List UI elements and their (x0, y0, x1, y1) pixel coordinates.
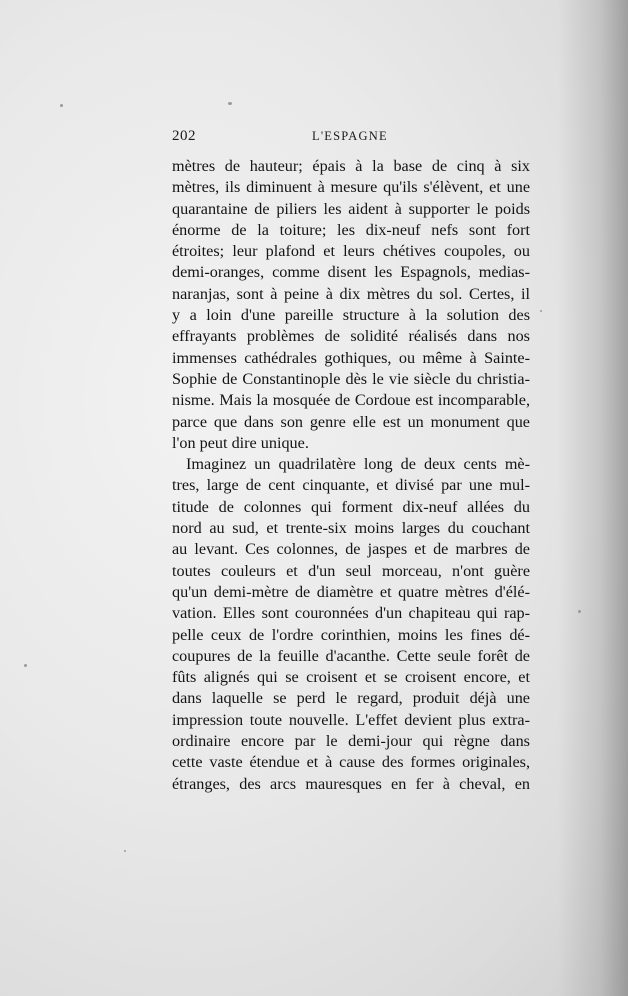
paragraph-2 (172, 454, 530, 795)
text-line: fûts alignés qui se croisent et se croisent encore, et (172, 668, 530, 687)
text-line: demi-oranges, comme disent les Espagnols, medias- (172, 263, 530, 282)
text-line: vation. Elles sont couronnées d'un chapiteau qui rap- (172, 604, 530, 623)
text-line: nisme. Mais la mosquée de Cordoue est incomparable, (172, 391, 530, 410)
text-line: impression toute nouvelle. L'effet devient plus extra- (172, 710, 530, 729)
page-number: 202 (172, 128, 196, 144)
text-line: étranges, des arcs mauresques en fer à cheval, en (172, 774, 530, 793)
paragraph-1 (172, 156, 530, 454)
text-line: nord au sud, et trente-six moins larges du couchant (172, 519, 530, 538)
text-line: mètres, ils diminuent à mesure qu'ils s'élèvent, et une (172, 178, 530, 197)
text-line: cette vaste étendue et à cause des formes originales, (172, 753, 530, 772)
text-line: titude de colonnes qui forment dix-neuf allées du (172, 497, 530, 516)
text-line: quarantaine de piliers les aident à supporter le poids (172, 199, 530, 218)
text-line: Imaginez un quadrilatère long de deux cents mè- (186, 455, 530, 474)
text-line: dans laquelle se perd le regard, produit déjà une (172, 689, 530, 708)
text-line: pelle ceux de l'ordre corinthien, moins les fines dé- (172, 625, 530, 644)
text-line: énorme de la toiture; les dix-neuf nefs sont fort (172, 220, 530, 239)
text-line: effrayants problèmes de solidité réalisés dans nos (172, 327, 530, 346)
body-text (172, 156, 530, 795)
text-line: immenses cathédrales gothiques, ou même à Sainte- (172, 348, 530, 367)
text-line: tres, large de cent cinquante, et divisé par une mul- (172, 476, 530, 495)
text-line: Sophie de Constantinople dès le vie siècle du christia- (172, 369, 530, 388)
text-line: naranjas, sont à peine à dix mètres du sol. Certes, il (172, 284, 530, 303)
text-line: l'on peut dire unique. (172, 433, 309, 452)
text-line: ordinaire encore par le demi-jour qui règne dans (172, 732, 530, 751)
text-line: étroites; leur plafond et leurs chétives coupoles, ou (172, 242, 530, 261)
text-line: parce que dans son genre elle est un monument que (172, 412, 530, 431)
text-line: qu'un demi-mètre de diamètre et quatre mètres d'élé- (172, 582, 530, 601)
page-header (172, 128, 530, 148)
running-head: L'ESPAGNE (312, 129, 388, 143)
text-line: mètres de hauteur; épais à la base de cinq à six (172, 157, 530, 175)
text-line: au levant. Ces colonnes, de jaspes et de marbres de (172, 540, 530, 559)
page-gutter-shadow (558, 0, 628, 996)
text-line: coupures de la feuille d'acanthe. Cette seule forêt de (172, 646, 530, 665)
text-line: y a loin d'une pareille structure à la solution des (172, 306, 530, 325)
text-line: toutes couleurs et d'un seul morceau, n'ont guère (172, 561, 530, 580)
